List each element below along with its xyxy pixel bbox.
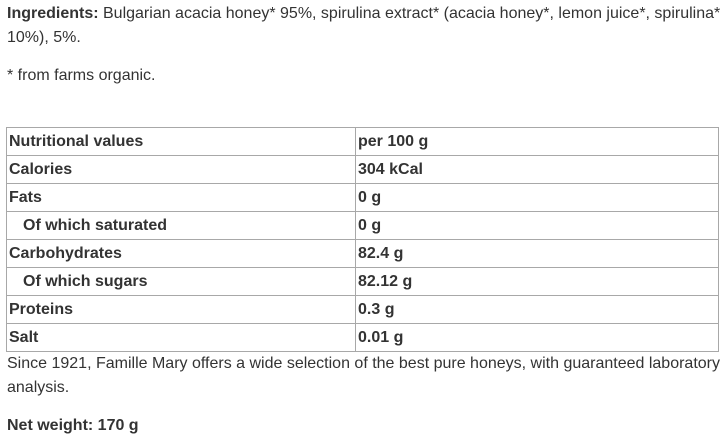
header-per-100g: per 100 g: [356, 128, 719, 156]
row-value: 0.01 g: [356, 324, 719, 352]
header-nutritional-values: Nutritional values: [7, 128, 356, 156]
table-row: [7, 324, 719, 352]
row-value: 82.4 g: [356, 240, 719, 268]
table-row: [7, 268, 719, 296]
row-label: Calories: [7, 156, 356, 184]
row-label: Of which sugars: [7, 268, 356, 296]
ingredients-text: Bulgarian acacia honey* 95%, spirulina extract* (acacia honey*, lemon juice*, spirulina* 10%), 5%.: [7, 5, 721, 46]
table-row: [7, 212, 719, 240]
row-label: Of which saturated: [7, 212, 356, 240]
row-label: Salt: [7, 324, 356, 352]
table-row: [7, 156, 719, 184]
row-value: 304 kCal: [356, 156, 719, 184]
row-value: 0 g: [356, 184, 719, 212]
organic-footnote: * from farms organic.: [7, 67, 156, 84]
row-value: 82.12 g: [356, 268, 719, 296]
row-label: Carbohydrates: [7, 240, 356, 268]
brand-description: Since 1921, Famille Mary offers a wide selection of the best pure honeys, with guaranteed laboratory analysis.: [7, 355, 720, 396]
row-label: Proteins: [7, 296, 356, 324]
row-value: 0.3 g: [356, 296, 719, 324]
row-value: 0 g: [356, 212, 719, 240]
ingredients-label: Ingredients:: [7, 5, 99, 22]
net-weight: Net weight: 170 g: [7, 417, 139, 434]
ingredients-paragraph: [7, 2, 723, 50]
table-row: [7, 240, 719, 268]
table-header-row: [7, 128, 719, 156]
nutrition-table: [6, 127, 719, 352]
table-row: [7, 184, 719, 212]
table-row: [7, 296, 719, 324]
row-label: Fats: [7, 184, 356, 212]
